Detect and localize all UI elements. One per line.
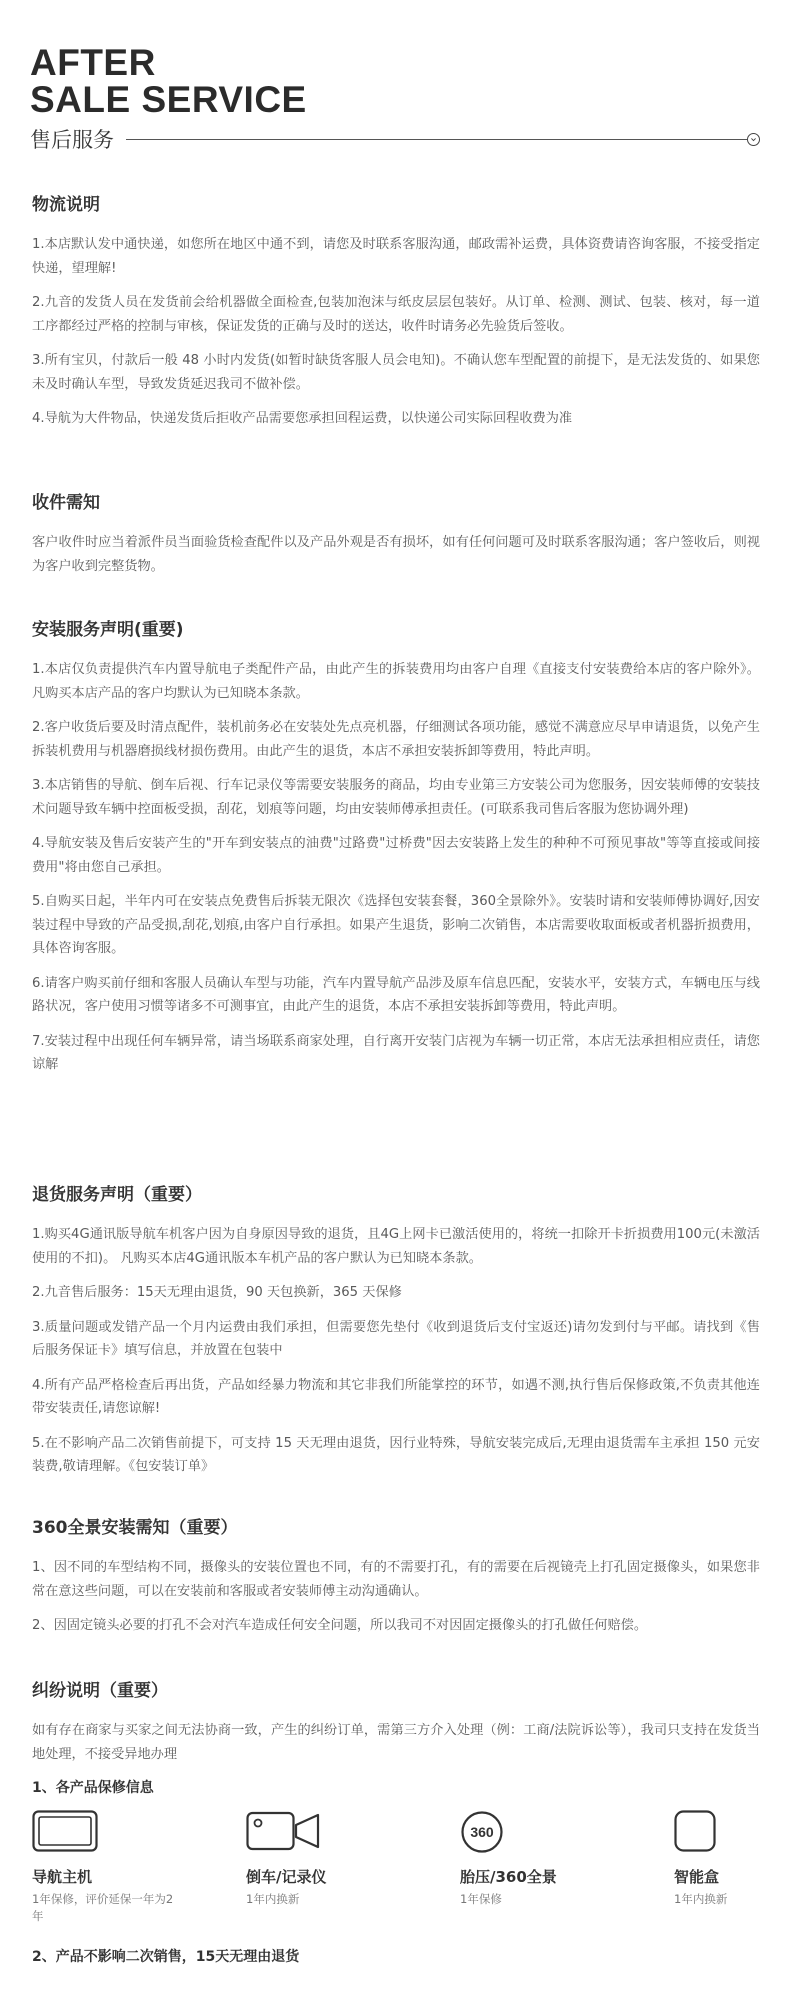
paragraph: 客户收件时应当着派件员当面验货检查配件以及产品外观是否有损坏，如有任何问题可及时联系客服沟通；客户签收后，则视为客户收到完整货物。 bbox=[32, 535, 760, 574]
paragraph: 2、因固定镜头必要的打孔不会对汽车造成任何安全问题，所以我司不对因固定摄像头的打孔做任何赔偿。 bbox=[32, 1618, 648, 1633]
chevron-down-icon bbox=[747, 133, 760, 146]
warranty-item-nav bbox=[32, 1810, 212, 1925]
warranty-list bbox=[32, 1810, 772, 1923]
box-icon bbox=[674, 1810, 790, 1852]
title-divider bbox=[126, 139, 747, 140]
paragraph: 3.质量问题或发错产品一个月内运费由我们承担，但需要您先垫付《收到退货后支付宝返还)请勿发到付与平邮。请找到《售后服务保证卡》填写信息，并放置在包装中 bbox=[32, 1319, 760, 1358]
warranty-item-camera bbox=[246, 1810, 426, 1908]
section-return bbox=[32, 1180, 760, 1490]
360-icon bbox=[460, 1810, 640, 1852]
paragraph: 1、因不同的车型结构不同，摄像头的安装位置也不同，有的不需要打孔，有的需要在后视镜壳上打孔固定摄像头，如果您非常在意这些问题，可以在安装前和客服或者安装师傅主动沟通确认。 bbox=[32, 1560, 760, 1599]
footer-title: 2、产品不影响二次销售，15天无理由退货 bbox=[32, 1949, 300, 1965]
warranty-item-name: 导航主机 bbox=[32, 1868, 93, 1886]
paragraph: 3.本店销售的导航、倒车后视、行车记录仪等需要安装服务的商品，均由专业第三方安装公司为您服务，因安装师傅的安装技术问题导致车辆中控面板受损，刮花，划痕等问题，均由安装师傅承担责任。(可联系我司售后客服为您协调外理) bbox=[32, 778, 760, 817]
paragraph: 1.本店默认发中通快递，如您所在地区中通不到，请您及时联系客服沟通，邮政需补运费，具体资费请咨询客服，不接受指定快递，望理解! bbox=[32, 237, 760, 276]
paragraph: 1.本店仅负责提供汽车内置导航电子类配件产品，由此产生的拆装费用均由客户自理《直接支付安装费给本店的客户除外》。凡购买本店产品的客户均默认为已知晓本条款。 bbox=[32, 662, 760, 701]
warranty-item-desc: 1年保修 bbox=[460, 1892, 502, 1906]
paragraph: 如有存在商家与买家之间无法协商一致，产生的纠纷订单，需第三方介入处理（例：工商/法院诉讼等），我司只支持在发货当地处理，不接受异地办理 bbox=[32, 1723, 760, 1762]
section-title: 安装服务声明(重要) bbox=[32, 620, 184, 640]
section-logistics bbox=[32, 190, 760, 442]
title-cn-row bbox=[30, 124, 760, 154]
paragraph: 6.请客户购买前仔细和客服人员确认车型与功能，汽车内置导航产品涉及原车信息匹配，安装水平，安装方式，车辆电压与线路状况，客户使用习惯等诸多不可测事宜，由此产生的退货，本店不承担安装拆卸等费用，特此声明。 bbox=[32, 975, 760, 1014]
paragraph: 5.自购买日起，半年内可在安装点免费售后拆装无限次《选择包安装套餐，360全景除外》。安装时请和安装师傅协调好,因安装过程中导致的产品受损,刮花,划痕,由客户自行承担。如果产生退货，影响二次销售，本店需要收取面板或者机器折损费用，具体咨询客服。 bbox=[32, 894, 760, 956]
paragraph: 5.在不影响产品二次销售前提下，可支持 15 天无理由退货，因行业特殊，导航安装完成后,无理由退货需车主承担 150 元安装费,敬请理解。《包安装订单》 bbox=[32, 1435, 760, 1474]
section-receipt bbox=[32, 488, 760, 589]
warranty-item-name: 倒车/记录仪 bbox=[246, 1868, 327, 1886]
svg-text:360: 360 bbox=[470, 1824, 494, 1840]
warranty-item-desc: 1年内换新 bbox=[246, 1892, 300, 1906]
section-title: 收件需知 bbox=[32, 493, 100, 513]
paragraph: 2.九音的发货人员在发货前会给机器做全面检查,包装加泡沫与纸皮层层包装好。从订单、检测、测试、包装、核对，每一道工序都经过严格的控制与审核，保证发货的正确与及时的送达，收件时请务必先验货后签收。 bbox=[32, 295, 760, 334]
section-360 bbox=[32, 1513, 760, 1649]
paragraph: 1.购买4G通讯版导航车机客户因为自身原因导致的退货，且4G上网卡已激活使用的，将统一扣除开卡折损费用100元(未激活使用的不扣)。 凡购买本店4G通讯版本车机产品的客户默认为已知晓本条款。 bbox=[32, 1227, 760, 1266]
tablet-icon bbox=[32, 1810, 212, 1852]
section-title: 退货服务声明（重要） bbox=[32, 1185, 202, 1205]
camera-icon bbox=[246, 1810, 426, 1852]
warranty-title: 1、各产品保修信息 bbox=[32, 1780, 154, 1796]
paragraph: 4.导航安装及售后安装产生的"开车到安装点的油费"过路费"过桥费"因去安装路上发生的种种不可预见事故"等等直接或间接费用"将由您自己承担。 bbox=[32, 836, 760, 875]
section-title: 物流说明 bbox=[32, 195, 100, 215]
title-en-line1: AFTER bbox=[30, 42, 156, 83]
paragraph: 4.导航为大件物品，快递发货后拒收产品需要您承担回程运费，以快递公司实际回程收费为准 bbox=[32, 411, 573, 426]
section-title: 纠纷说明（重要） bbox=[32, 1681, 168, 1701]
section-install bbox=[32, 615, 760, 1088]
section-dispute bbox=[32, 1676, 760, 1777]
paragraph: 3.所有宝贝，付款后一般 48 小时内发货(如暂时缺货客服人员会电知)。不确认您车型配置的前提下，是无法发货的、如果您未及时确认车型，导致发货延迟我司不做补偿。 bbox=[32, 353, 760, 392]
paragraph: 2.九音售后服务：15天无理由退货，90 天包换新，365 天保修 bbox=[32, 1285, 402, 1300]
section-title: 360全景安装需知（重要） bbox=[32, 1518, 238, 1538]
title-cn: 售后服务 bbox=[30, 128, 114, 152]
warranty-item-desc: 1年内换新 bbox=[674, 1892, 728, 1906]
warranty-item-name: 智能盒 bbox=[674, 1868, 720, 1886]
title-en-line2: SALE SERVICE bbox=[30, 79, 307, 120]
warranty-item-desc: 1年保修，评价延保一年为2年 bbox=[32, 1892, 174, 1923]
paragraph: 4.所有产品严格检查后再出货，产品如经暴力物流和其它非我们所能掌控的环节，如遇不测,执行售后保修政策,不负责其他连带安装责任,请您谅解! bbox=[32, 1377, 760, 1416]
paragraph: 7.安装过程中出现任何车辆异常，请当场联系商家处理，自行离开安装门店视为车辆一切正常，本店无法承担相应责任，请您谅解 bbox=[32, 1033, 760, 1072]
warranty-item-box bbox=[674, 1810, 790, 1908]
page-header bbox=[30, 44, 760, 154]
warranty-item-name: 胎压/360全景 bbox=[460, 1868, 557, 1886]
paragraph: 2.客户收货后要及时清点配件，装机前务必在安装处先点亮机器，仔细测试各项功能，感觉不满意应尽早申请退货，以免产生拆装机费用与机器磨损线材损伤费用。由此产生的退货，本店不承担安装拆卸等费用，特此声明。 bbox=[32, 720, 760, 759]
warranty-item-360 bbox=[460, 1810, 640, 1908]
